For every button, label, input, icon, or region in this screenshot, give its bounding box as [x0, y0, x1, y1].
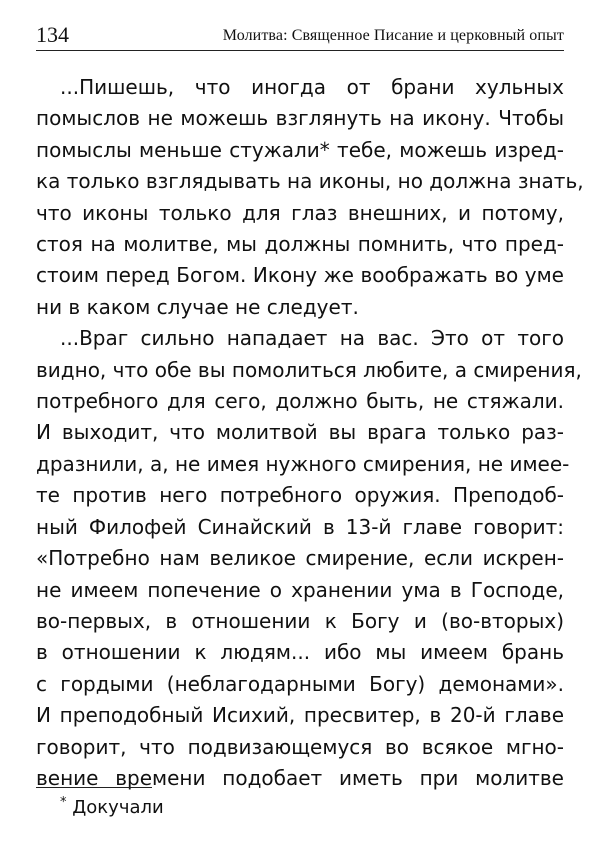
text-line: ный Филофей Синайский в 13-й главе говорит: [36, 514, 564, 539]
text-line: те против него потребного оружия. Преподоб- [36, 483, 564, 508]
paragraph-1 [36, 72, 584, 323]
text-line: ...Враг сильно нападает на вас. Это от того [60, 326, 564, 351]
running-title: Молитва: Священное Писание и церковный опыт [222, 27, 564, 44]
text-line: во-первых, в отношении к Богу и (во-вторых) [36, 608, 564, 633]
text-line: ка только взглядывать на иконы, но должна знать, [36, 169, 584, 194]
text-line: помыслов не можешь взглянуть на икону. Чтобы [36, 106, 564, 131]
page-number: 134 [36, 22, 69, 47]
text-line: ни в каком случае не следует. [36, 294, 359, 319]
text-line: ...Пишешь, что иногда от брани хульных [60, 75, 564, 99]
text-line: дразнили, а, не имея нужного смирения, не имее- [36, 451, 570, 476]
text-line: И преподобный Исихий, пресвитер, в 20-й главе [36, 703, 564, 728]
page-header [36, 20, 564, 51]
paragraph-2 [36, 323, 582, 794]
text-line: в отношении к людям... ибо мы имеем брань [36, 640, 564, 665]
footnote-text: Докучали [72, 797, 164, 818]
text-line: говорит, что подвизающемуся во всякое мгно- [36, 734, 564, 759]
text-line: с гордыми (неблагодарными Богу) демонами». [36, 671, 564, 696]
text-line: помыслы меньше стужали* тебе, можешь изред- [36, 137, 564, 162]
text-line: стоим перед Богом. Икону же воображать во уме [36, 263, 564, 288]
text-line: что иконы только для глаз внешних, и потому, [36, 200, 564, 225]
text-line: потребного для сего, должно быть, не стяжали. [36, 389, 564, 414]
body-text [36, 72, 584, 794]
footnote [60, 796, 164, 820]
text-line: И выходит, что молитвой вы врага только раз- [36, 420, 564, 445]
text-line: «Потребно нам великое смирение, если искрен- [36, 546, 564, 571]
footnote-divider [36, 787, 152, 788]
text-line: не имеем попечение о хранении ума в Господе, [36, 577, 564, 602]
footnote-mark: * [60, 795, 67, 810]
text-line: вение времени подобает иметь при молитве [36, 765, 564, 790]
text-line: видно, что обе вы помолиться любите, а смирения, [36, 357, 582, 382]
text-line: стоя на молитве, мы должны помнить, что пред- [36, 232, 564, 257]
